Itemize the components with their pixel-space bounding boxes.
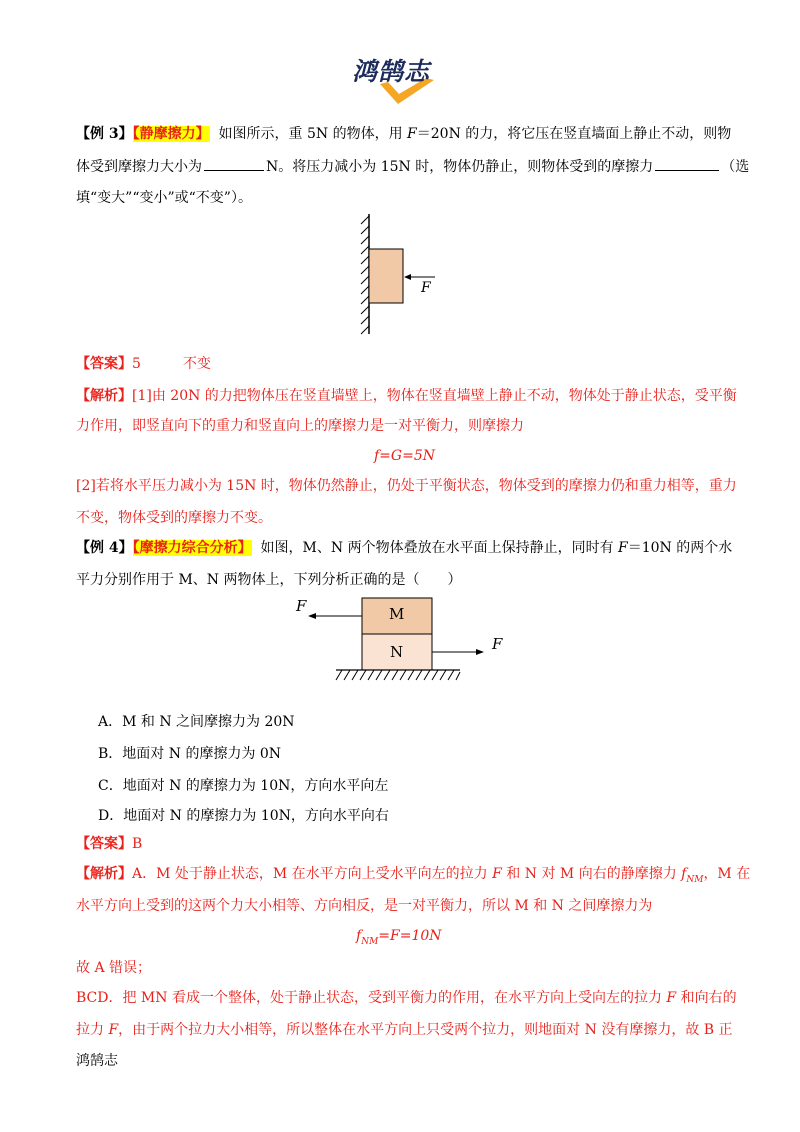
analysis-text: [1]由 20N 的力把物体压在竖直墙壁上，物体在竖直墙壁上静止不动，物体处于静止状态，受平衡 [132, 388, 737, 404]
block [369, 249, 403, 303]
ex3-formula: f=G=5N [374, 448, 435, 464]
analysis-label: 【解析】 [76, 388, 132, 404]
force-symbol: F [492, 866, 502, 882]
analysis-text: 和 N 对 M 向右的静摩擦力 [501, 866, 682, 882]
ex4-analysis-3: 故 A 错误； [76, 960, 152, 976]
friction-symbol: f [681, 866, 687, 882]
option-c[interactable]: C．地面对 N 的摩擦力为 10N，方向水平向左 [98, 778, 389, 794]
brand-logo [352, 50, 464, 112]
ex4-text: 如图，M、N 两个物体叠放在水平面上保持静止，同时有 [260, 540, 619, 556]
force-symbol: F [108, 1022, 119, 1038]
wall-block-figure [355, 212, 445, 336]
ex3-analysis-4: 不变，物体受到的摩擦力不变。 [76, 510, 272, 526]
ex4-analysis-4 [76, 988, 737, 1008]
answer-blank-1[interactable] [204, 156, 264, 171]
ex4-analysis-5 [76, 1020, 733, 1040]
ex4-label: 【例 4】 [76, 540, 133, 556]
fig1-force-label: F [421, 280, 431, 296]
answer-label: 【答案】 [76, 356, 132, 372]
wall-hatching [361, 216, 369, 334]
force-left-head [308, 613, 316, 619]
block-n-label: N [390, 643, 404, 661]
ex4-line-1 [76, 538, 732, 558]
ex3-text: 体受到摩擦力大小为 [76, 159, 202, 175]
analysis-text: ，由于两个拉力大小相等，所以整体在水平方向上只受两个拉力，则地面对 N 没有摩擦力，故 B 正 [118, 1022, 733, 1038]
ex3-text: ＝20N 的力，将它压在竖直墙面上静止不动，则物 [416, 126, 732, 142]
fig2-force-left-label: F [296, 597, 307, 615]
answer-label: 【答案】 [76, 836, 132, 852]
ex4-answer [76, 834, 142, 854]
analysis-text: A．M 处于静止状态，M 在水平方向上受水平向左的拉力 [132, 866, 493, 882]
option-a[interactable]: A．M 和 N 之间摩擦力为 20N [98, 714, 295, 730]
footer-brand: 鸿鹄志 [76, 1053, 118, 1069]
ex3-force-symbol: F [407, 126, 417, 142]
ex4-tag: 【摩擦力综合分析】 [132, 540, 252, 556]
ex4-analysis-2: 水平方向上受到的这两个力大小相等、方向相反，是一对平衡力，所以 M 和 N 之间摩擦力为 [76, 898, 653, 914]
analysis-text: ，M 在 [703, 866, 751, 882]
ex3-text: （选 [721, 159, 750, 175]
ex3-analysis-1 [76, 386, 737, 406]
ex4-formula: $f_{NM}=F=10N$ [356, 928, 442, 947]
ex3-line-3: 填“变大”“变小”或“不变”）。 [76, 190, 252, 206]
analysis-text: 和向右的 [676, 990, 737, 1006]
ex4-text: ＝10N 的两个水 [627, 540, 733, 556]
ground-hatching [336, 670, 460, 680]
ex3-answer [76, 354, 211, 374]
ex3-analysis-2: 力作用，即竖直向下的重力和竖直向上的摩擦力是一对平衡力，则摩擦力 [76, 418, 524, 434]
answer-value: 5 不变 [132, 356, 211, 372]
logo-text: 鸿鹄志 [352, 57, 431, 86]
force-right-head [476, 649, 484, 655]
analysis-text: 拉力 [76, 1022, 109, 1038]
ex3-line-2 [76, 156, 749, 177]
analysis-text: BCD．把 MN 看成一个整体，处于静止状态，受到平衡力的作用，在水平方向上受向左的拉力 [76, 990, 667, 1006]
ex4-analysis-1 [76, 864, 750, 890]
ex3-text: N。将压力减小为 15N 时，物体仍静止，则物体受到的摩擦力 [266, 159, 654, 175]
analysis-label: 【解析】 [76, 866, 132, 882]
ex4-force-symbol: F [618, 540, 628, 556]
ex3-analysis-3: [2]若将水平压力减小为 15N 时，物体仍然静止，仍处于平衡状态，物体受到的摩擦力仍和重力相等，重力 [76, 478, 737, 494]
ex3-line-1 [76, 124, 731, 144]
fig2-force-right-label: F [492, 635, 503, 653]
friction-subscript: NM [686, 874, 704, 885]
option-d[interactable]: D．地面对 N 的摩擦力为 10N，方向水平向右 [98, 808, 389, 824]
force-arrow-head [404, 274, 411, 280]
stacked-blocks-figure [292, 594, 522, 690]
answer-blank-2[interactable] [655, 156, 719, 171]
block-m-label: M [389, 605, 405, 623]
ex3-label: 【例 3】 [76, 126, 133, 142]
ex3-tag: 【静摩擦力】 [132, 126, 210, 142]
option-b[interactable]: B．地面对 N 的摩擦力为 0N [98, 746, 282, 762]
ex3-text: 如图所示，重 5N 的物体，用 [218, 126, 408, 142]
ex4-line-2: 平力分别作用于 M、N 两物体上，下列分析正确的是（ ） [76, 572, 462, 588]
answer-value: B [132, 836, 143, 852]
force-symbol: F [666, 990, 677, 1006]
